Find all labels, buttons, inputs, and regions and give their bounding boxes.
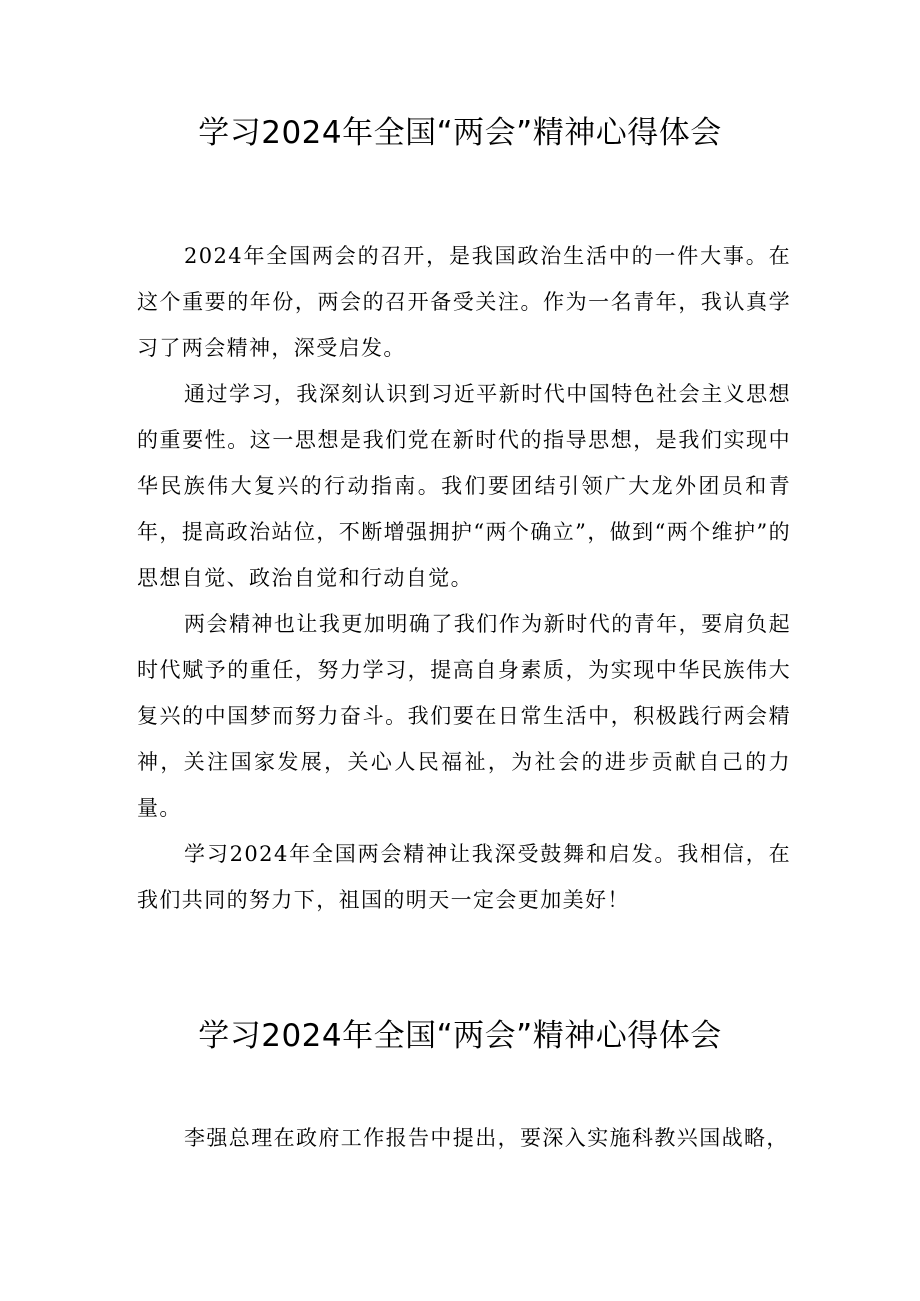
paragraph: 2024年全国两会的召开，是我国政治生活中的一件大事。在这个重要的年份，两会的召开备受关注。作为一名青年，我认真学习了两会精神，深受启发。	[137, 244, 791, 360]
paragraph: 李强总理在政府工作报告中提出，要深入实施科教兴国战略，	[184, 1126, 789, 1150]
paragraph: 学习2024年全国两会精神让我深受鼓舞和启发。我相信，在我们共同的努力下，祖国的明天一定会更加美好！	[137, 842, 791, 912]
paragraph: 通过学习，我深刻认识到习近平新时代中国特色社会主义思想的重要性。这一思想是我们党在新时代的指导思想，是我们实现中华民族伟大复兴的行动指南。我们要团结引领广大龙外团员和青年，提高政治站位，不断增强拥护“两个确立”，做到“两个维护”的思想自觉、政治自觉和行动自觉。	[137, 382, 791, 590]
document-body	[137, 1115, 791, 1161]
document-body	[137, 233, 791, 923]
document-title: 学习2024年全国“两会”精神心得体会	[198, 115, 722, 151]
document-title: 学习2024年全国“两会”精神心得体会	[198, 1018, 722, 1054]
paragraph: 两会精神也让我更加明确了我们作为新时代的青年，要肩负起时代赋予的重任，努力学习，提高自身素质，为实现中华民族伟大复兴的中国梦而努力奋斗。我们要在日常生活中，积极践行两会精神，关注国家发展，关心人民福祉，为社会的进步贡献自己的力量。	[137, 612, 791, 820]
